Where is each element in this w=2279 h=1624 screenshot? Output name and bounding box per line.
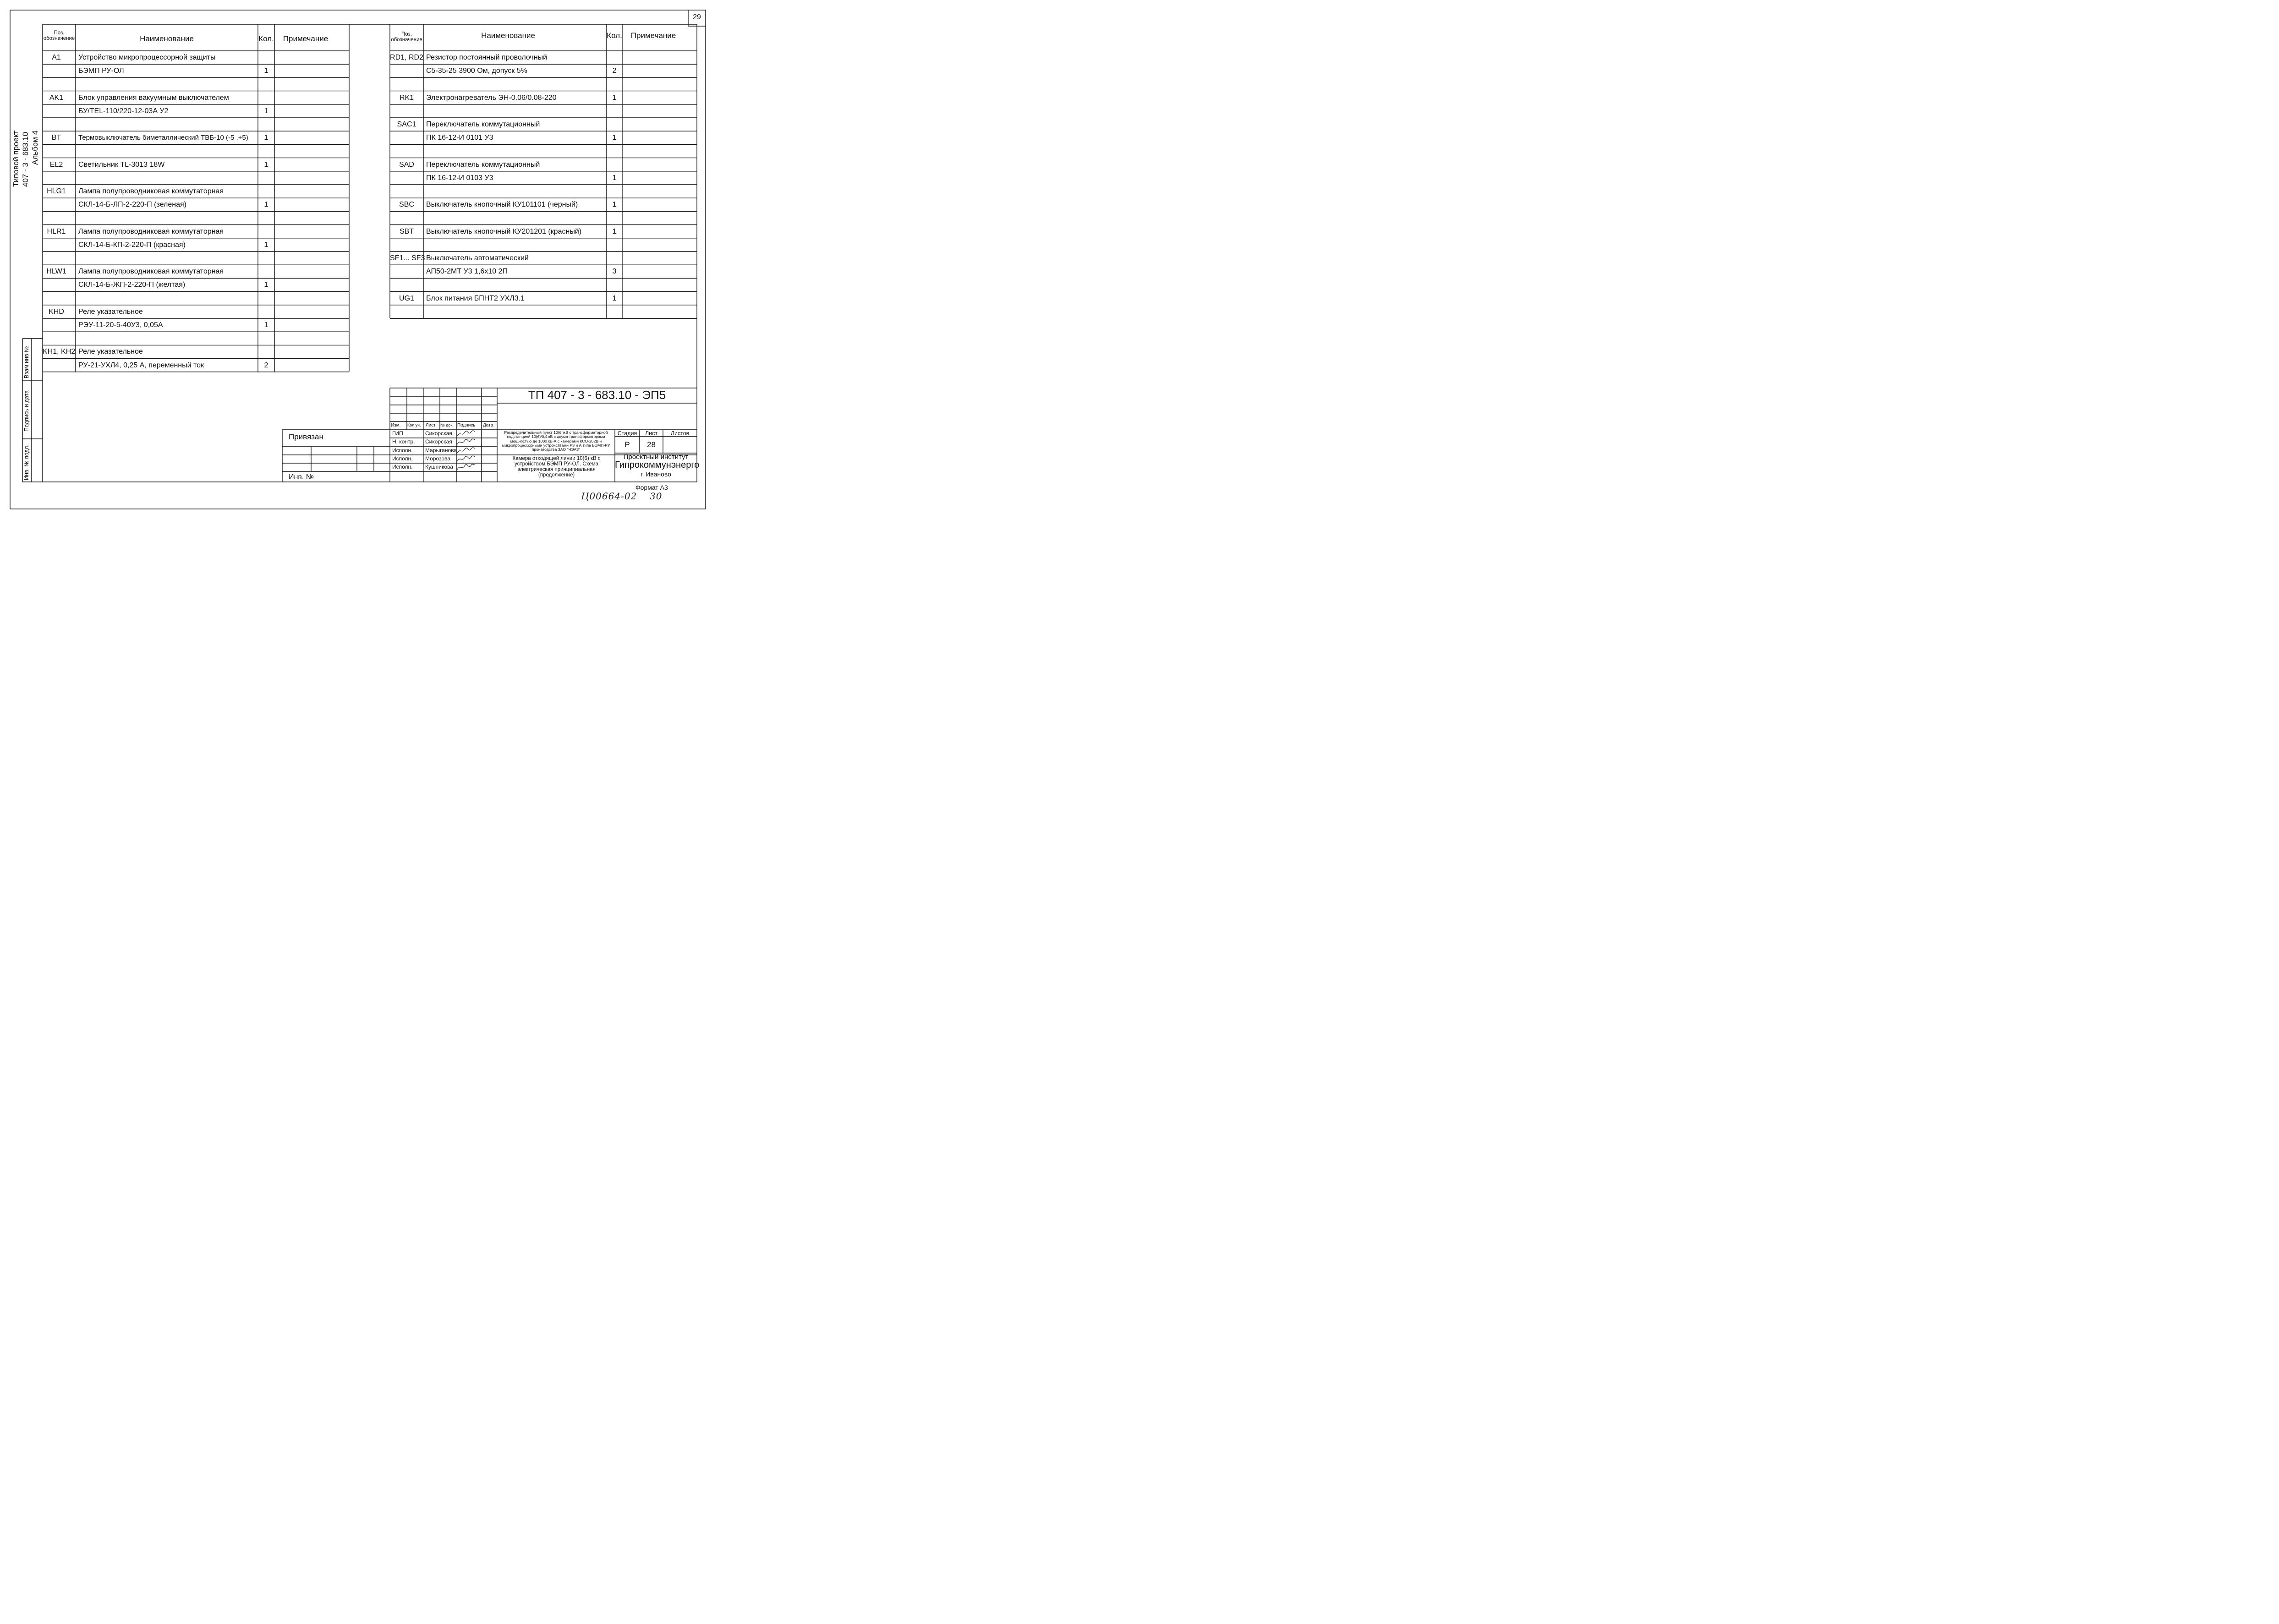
row-name: СКЛ-14-Б-КП-2-220-П (красная): [78, 241, 186, 249]
staff-role: ГИП: [392, 430, 403, 437]
row-name: Переключатель коммутационный: [426, 120, 540, 128]
row-quantity: 2: [264, 361, 268, 369]
col-header-qty: Кол.уч.: [407, 423, 421, 427]
row-position: SF1... SF3: [390, 254, 425, 262]
left-header-qty: Кол.: [258, 34, 274, 43]
org-line2: Гипрокоммунэнерго: [615, 460, 700, 470]
signature-icon: [456, 438, 475, 444]
row-position: KHD: [49, 307, 64, 316]
row-position: SBT: [399, 227, 414, 235]
left-header-pos: Поз. обозначение: [43, 30, 75, 42]
row-position: HLW1: [46, 268, 66, 276]
signature-icon: [456, 447, 475, 453]
staff-name: Кушникова: [425, 464, 453, 470]
stage-label: Стадия: [617, 430, 637, 437]
document-code: ТП 407 - 3 - 683.10 - ЭП5: [528, 388, 666, 402]
col-header-change: Изм.: [391, 423, 401, 428]
sheet-title: Камера отходящей линии 10(6) кВ с устройством БЭМП РУ-ОЛ. Схема электрическая принципиальная (продолжение): [512, 456, 601, 478]
stamp-original-inv: Инв. № подл.: [23, 444, 30, 480]
format-label: Формат А3: [635, 484, 668, 491]
staff-name: Сикорская: [425, 438, 452, 445]
row-position: SAC1: [397, 120, 416, 128]
row-quantity: 1: [264, 201, 268, 209]
row-quantity: 3: [612, 268, 617, 276]
stamp-replaced-inv: Взам.инв.№: [23, 346, 30, 378]
row-name: Термовыключатель биметаллический ТВБ-10 (-5 ,+5): [78, 134, 248, 142]
row-name: ПК 16-12-И 0103 У3: [426, 174, 493, 182]
handwritten-number: 30: [650, 491, 663, 502]
sheet-number: 29: [693, 13, 701, 21]
row-quantity: 1: [264, 160, 268, 169]
row-name: БЭМП РУ-ОЛ: [78, 67, 124, 75]
col-header-signature: Подпись: [457, 423, 476, 428]
row-position: AK1: [49, 93, 64, 102]
staff-role: Исполн.: [392, 455, 413, 462]
row-name: Переключатель коммутационный: [426, 160, 540, 169]
row-name: Реле указательное: [78, 348, 143, 356]
row-quantity: 1: [612, 294, 617, 302]
left-header-note: Примечание: [283, 34, 329, 43]
row-name: Выключатель автоматический: [426, 254, 529, 262]
row-name: Выключатель кнопочный КУ101101 (черный): [426, 201, 578, 209]
row-quantity: 1: [264, 67, 268, 75]
org-line1: Проектный институт: [623, 453, 689, 461]
row-name: СКЛ-14-Б-ЖП-2-220-П (желтая): [78, 281, 186, 289]
row-name: РЭУ-11-20-5-40У3, 0,05А: [78, 321, 163, 329]
stamp-signature-date: Подпись и дата: [23, 390, 30, 432]
right-header-note: Примечание: [630, 31, 676, 40]
row-position: KH1, KH2: [43, 348, 76, 356]
row-position: A1: [52, 54, 61, 61]
row-quantity: 1: [264, 241, 268, 249]
row-name: Лампа полупроводниковая коммутаторная: [78, 187, 224, 195]
row-name: Выключатель кнопочный КУ201201 (красный): [426, 227, 582, 235]
row-name: СКЛ-14-Б-ЛП-2-220-П (зеленая): [78, 201, 186, 209]
binding-label: Привязан: [289, 432, 323, 441]
side-title-line1: Типовой проект: [11, 130, 20, 187]
left-header-name: Наименование: [140, 34, 194, 43]
org-line3: г. Иваново: [641, 470, 671, 478]
row-name: Блок управления вакуумным выключателем: [78, 93, 229, 102]
signature-icon: [456, 430, 475, 436]
row-name: Электронагреватель ЭН-0.06/0.08-220: [426, 93, 557, 102]
handwritten-code: Ц00664-02: [581, 491, 637, 502]
right-header-pos: Поз. обозначение: [391, 32, 422, 43]
staff-name: Морозова: [425, 455, 450, 462]
row-name: Светильник TL-3013 18W: [78, 160, 165, 169]
col-header-docno: № док.: [440, 423, 454, 427]
row-position: HLR1: [47, 227, 66, 235]
sheet-label: Лист: [645, 430, 658, 437]
row-name: АП50-2МТ У3 1,6x10 2П: [426, 268, 508, 276]
sheets-label: Листов: [670, 430, 690, 437]
staff-role: Исполн.: [392, 464, 413, 470]
row-quantity: 1: [612, 227, 617, 235]
row-position: HLG1: [47, 187, 66, 195]
row-position: SAD: [399, 160, 414, 169]
right-header-qty: Кол.: [607, 31, 622, 40]
row-name: Устройство микропроцессорной защиты: [78, 54, 216, 61]
row-quantity: 1: [264, 321, 268, 329]
row-position: RK1: [399, 93, 414, 102]
row-position: BT: [51, 134, 61, 142]
stage-value: Р: [625, 440, 630, 449]
row-quantity: 1: [612, 174, 617, 182]
row-position: EL2: [49, 160, 63, 169]
staff-role: Исполн.: [392, 447, 413, 454]
right-header-name: Наименование: [481, 31, 535, 40]
staff-name: Марыганова: [425, 447, 457, 454]
row-name: Блок питания БПНТ2 УХЛ3.1: [426, 294, 525, 302]
staff-role: Н. контр.: [392, 438, 415, 445]
row-name: Реле указательное: [78, 307, 143, 316]
side-title-line3: Альбом 4: [31, 130, 39, 165]
staff-name: Сикорская: [425, 430, 452, 437]
signature-icon: [456, 455, 475, 461]
row-position: RD1, RD2: [390, 54, 423, 61]
row-name: Резистор постоянный проволочный: [426, 54, 548, 61]
col-header-sheet: Лист: [426, 423, 436, 428]
row-quantity: 1: [264, 281, 268, 289]
row-quantity: 1: [264, 107, 268, 115]
row-quantity: 1: [264, 134, 268, 142]
row-name: БУ/TEL-110/220-12-03А У2: [78, 107, 169, 115]
object-description: Распределительный пункт 10(6 )кВ с трансформаторной подстанцией 10(6)/0,4 кВ с двумя трансформаторами мощностью до 1000 кВ-А с камерами КСО-202В и микропроцессорными устройствами РЗ и А типа БЭМП-РУ производства ЗАО "ЧЭАЗ": [502, 430, 610, 452]
row-quantity: 1: [612, 201, 617, 209]
row-name: РУ-21-УХЛ4, 0,25 А, переменный ток: [78, 361, 204, 369]
row-position: SBC: [399, 201, 414, 209]
row-quantity: 2: [612, 67, 617, 75]
row-quantity: 1: [612, 93, 617, 102]
sheet-value: 28: [647, 440, 656, 449]
row-quantity: 1: [612, 134, 617, 142]
signature-icon: [456, 463, 475, 470]
row-name: Лампа полупроводниковая коммутаторная: [78, 268, 224, 276]
row-name: Лампа полупроводниковая коммутаторная: [78, 227, 224, 235]
row-name: ПК 16-12-И 0101 У3: [426, 134, 493, 142]
col-header-date: Дата: [483, 423, 493, 428]
row-position: UG1: [399, 294, 414, 302]
side-title-line2: 407 - 3 - 683.10: [21, 131, 30, 187]
binding-inv-label: Инв. №: [289, 473, 314, 481]
row-name: С5-35-25 3900 Ом, допуск 5%: [426, 67, 527, 75]
